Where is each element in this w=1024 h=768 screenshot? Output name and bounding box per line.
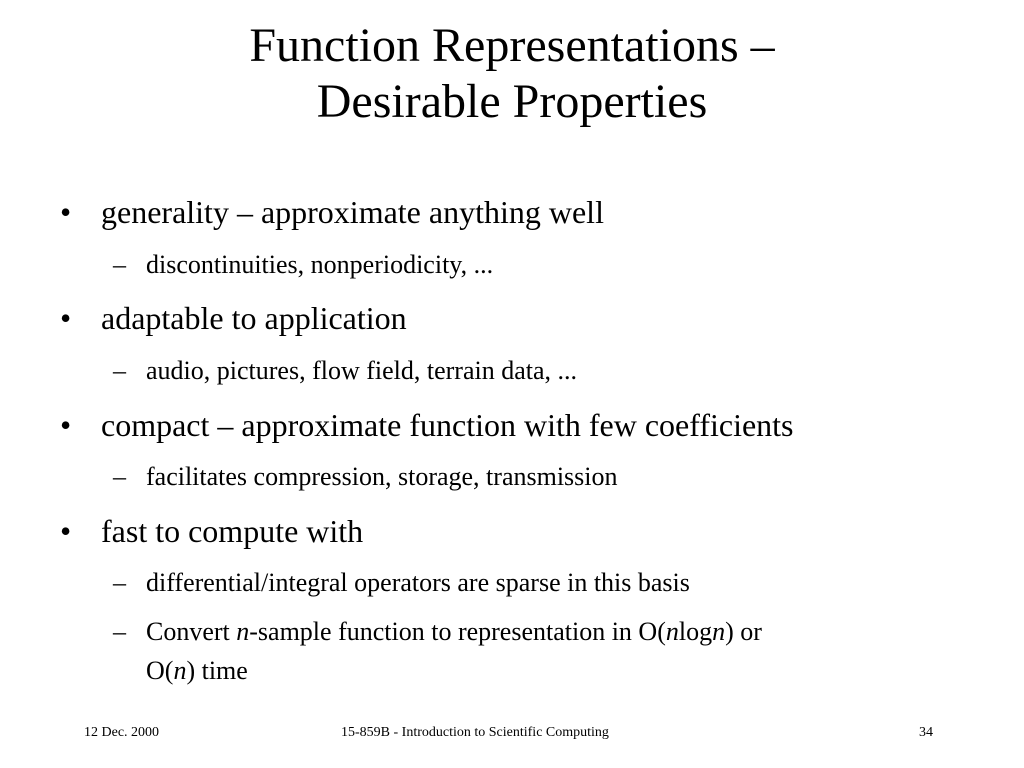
variable-n: n — [712, 617, 726, 646]
bullet-text-compact: compact – approximate function with few coefficients — [101, 407, 794, 443]
sub-bullet-text-convert — [146, 616, 762, 648]
variable-n: n — [665, 617, 679, 646]
sub-bullet-text-audio: audio, pictures, flow field, terrain data, ... — [146, 356, 578, 385]
sub-bullet-text-discontinuities: discontinuities, nonperiodicity, ... — [146, 250, 494, 279]
convert-text-part-1: Convert — [146, 617, 237, 646]
convert-line-2-part-1: O( — [146, 656, 174, 685]
sub-bullet-marker: – — [113, 250, 126, 279]
variable-n: n — [173, 656, 187, 685]
sub-bullet-marker: – — [113, 462, 126, 491]
sub-bullet-marker: – — [113, 568, 126, 597]
sub-bullet-text-compression: facilitates compression, storage, transmission — [146, 462, 618, 491]
sub-bullet-text-operators: differential/integral operators are sparse in this basis — [146, 568, 690, 597]
footer-page-number: 34 — [919, 725, 933, 740]
footer-date: 12 Dec. 2000 — [84, 725, 160, 740]
convert-text-part-3: ) or — [725, 617, 762, 646]
slide-title — [0, 18, 1024, 130]
variable-n: n — [236, 617, 250, 646]
bullet-text-generality: generality – approximate anything well — [101, 194, 604, 230]
bullet-marker: • — [60, 194, 72, 230]
bullet-text-fast-to-compute: fast to compute with — [101, 513, 364, 549]
slide-title-line-2: Desirable Properties — [316, 75, 708, 128]
sub-bullet-text-convert-line-2 — [146, 655, 248, 687]
sub-bullet-marker: – — [113, 356, 126, 385]
sub-bullet-marker: – — [113, 617, 126, 646]
convert-line-2-part-2: ) time — [186, 656, 248, 685]
bullet-marker: • — [60, 300, 72, 336]
footer-course-title: 15-859B - Introduction to Scientific Computing — [341, 725, 609, 740]
convert-text-part-2: -sample function to representation in O( — [249, 617, 666, 646]
log-text: log — [678, 617, 713, 646]
bullet-text-adaptable: adaptable to application — [101, 300, 407, 336]
bullet-marker: • — [60, 407, 72, 443]
bullet-marker: • — [60, 513, 72, 549]
slide-title-line-1: Function Representations – — [249, 19, 775, 72]
